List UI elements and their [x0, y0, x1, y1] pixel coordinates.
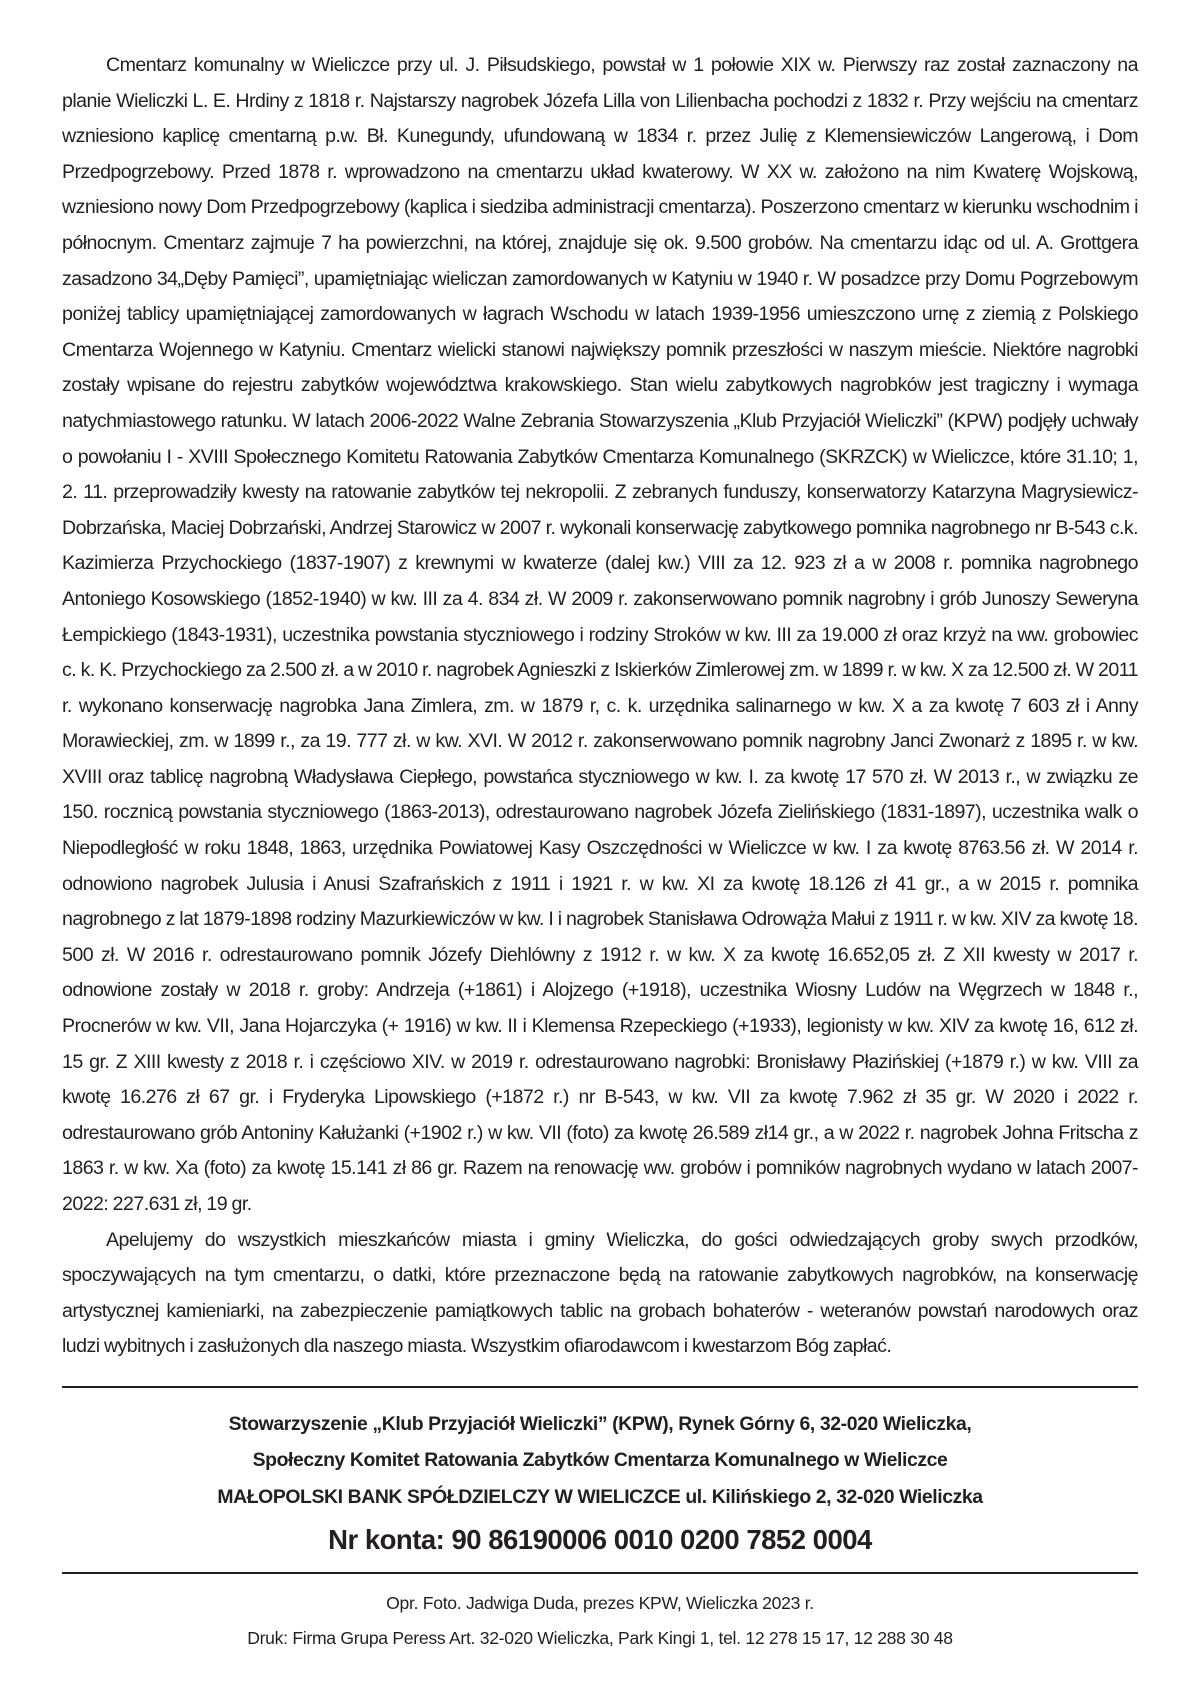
- account-number: Nr konta: 90 86190006 0010 0200 7852 0004: [328, 1524, 872, 1556]
- document-body: [62, 48, 1138, 1365]
- bank-line: MAŁOPOLSKI BANK SPÓŁDZIELCZY W WIELICZCE ul. Kilińskiego 2, 32-020 Wieliczka: [217, 1485, 983, 1508]
- print-credit: Druk: Firma Grupa Peress Art. 32-020 Wieliczka, Park Kingi 1, tel. 12 278 15 17, 12 288 30 48: [247, 1628, 953, 1649]
- credits-block: [62, 1574, 1138, 1656]
- history-paragraph: Cmentarz komunalny w Wieliczce przy ul. J. Piłsudskiego, powstał w 1 połowie XIX w. Pierwszy raz został zaznaczony na planie Wieliczki L. E. Hrdiny z 1818 r. Najstarszy nagrobek Józefa Lilla von Lilienbacha pochodzi z 1832 r. Przy wejściu na cmentarz wzniesiono kaplicę cmentarną p.w. Bł. Kunegundy, ufundowaną w 1834 r. przez Julię z Klemensiewiczów Langerową, i Dom Przedpogrzebowy. Przed 1878 r. wprowadzono na cmentarzu układ kwaterowy. W XX w. założono na nim Kwaterę Wojskową, wzniesiono nowy Dom Przedpogrzebowy (kaplica i siedziba administracji cmentarza). Poszerzono cmentarz w kierunku wschodnim i północnym. Cmentarz zajmuje 7 ha powierzchni, na której, znajduje się ok. 9.500 grobów. Na cmentarzu idąc od ul. A. Grottgera zasadzono 34„Dęby Pamięci”, upamiętniając wieliczan zamordowanych w Katyniu w 1940 r. W posadzce przy Domu Pogrzebowym poniżej tablicy upamiętniającej zamordowanych w łagrach Wschodu w latach 1939-1956 umieszczono urnę z ziemią z Polskiego Cmentarza Wojennego w Katyniu. Cmentarz wielicki stanowi największy pomnik przeszłości w naszym mieście. Niektóre nagrobki zostały wpisane do rejestru zabytków województwa krakowskiego. Stan wielu zabytkowych nagrobków jest tragiczny i wymaga natychmiastowego ratunku. W latach 2006-2022 Walne Zebrania Stowarzyszenia „Klub Przyjaciół Wieliczki” (KPW) podjęły uchwały o powołaniu I - XVIII Społecznego Komitetu Ratowania Zabytków Cmentarza Komunalnego (SKRZCK) w Wieliczce, które 31.10; 1, 2. 11. przeprowadziły kwesty na ratowanie zabytków tej nekropolii. Z zebranych funduszy, konserwatorzy Katarzyna Magrysiewicz-Dobrzańska, Maciej Dobrzański, Andrzej Starowicz w 2007 r. wykonali konserwację zabytkowego pomnika nagrobnego nr B-543 c.k. Kazimierza Przychockiego (1837-1907) z krewnymi w kwaterze (dalej kw.) VIII za 12. 923 zł a w 2008 r. pomnika nagrobnego Antoniego Kosowskiego (1852-1940) w kw. III za 4. 834 zł. W 2009 r. zakonserwowano pomnik nagrobny i grób Junoszy Seweryna Łempickiego (1843-1931), uczestnika powstania styczniowego i rodziny Stroków w kw. III za 19.000 zł oraz krzyż na ww. grobowiec c. k. K. Przychockiego za 2.500 zł. a w 2010 r. nagrobek Agnieszki z Iskierków Zimlerowej zm. w 1899 r. w kw. X za 12.500 zł. W 2011 r. wykonano konserwację nagrobka Jana Zimlera, zm. w 1879 r, c. k. urzędnika salinarnego w kw. X a za kwotę 7 603 zł i Anny Morawieckiej, zm. w 1899 r., za 19. 777 zł. w kw. XVI. W 2012 r. zakonserwowano pomnik nagrobny Janci Zwonarż z 1895 r. w kw. XVIII oraz tablicę nagrobną Władysława Ciepłego, powstańca styczniowego w kw. I. za kwotę 17 570 zł. W 2013 r., w związku ze 150. rocznicą powstania styczniowego (1863-2013), odrestaurowano nagrobek Józefa Zielińskiego (1831-1897), uczestnika walk o Niepodległość w roku 1848, 1863, urzędnika Powiatowej Kasy Oszczędności w Wieliczce w kw. I za kwotę 8763.56 zł. W 2014 r. odnowiono nagrobek Julusia i Anusi Szafrańskich z 1911 i 1921 r. w kw. XI za kwotę 18.126 zł 41 gr., a w 2015 r. pomnika nagrobnego z lat 1879-1898 rodziny Mazurkiewiczów w kw. I i nagrobek Stanisława Odrowąża Małui z 1911 r. w kw. XIV za kwotę 18. 500 zł. W 2016 r. odrestaurowano pomnik Józefy Diehlówny z 1912 r. w kw. X za kwotę 16.652,05 zł. Z XII kwesty w 2017 r. odnowione zostały w 2018 r. groby: Andrzeja (+1861) i Alojzego (+1918), uczestnika Wiosny Ludów na Węgrzech w 1848 r., Procnerów w kw. VII, Jana Hojarczyka (+ 1916) w kw. II i Klemensa Rzepeckiego (+1933), legionisty w kw. XIV za kwotę 16, 612 zł. 15 gr. Z XIII kwesty z 2018 r. i częściowo XIV. w 2019 r. odrestaurowano nagrobki: Bronisławy Płazińskiej (+1879 r.) w kw. VIII za kwotę 16.276 zł 67 gr. i Fryderyka Lipowskiego (+1872 r.) nr B-543, w kw. VII za kwotę 7.962 zł 35 gr. W 2020 i 2022 r. odrestaurowano grób Antoniny Kałużanki (+1902 r.) w kw. VII (foto) za kwotę 26.589 zł14 gr., a w 2022 r. nagrobek Johna Fritscha z 1863 r. w kw. Xa (foto) za kwotę 15.141 zł 86 gr. Razem na renowację ww. grobów i pomników nagrobnych wydano w latach 2007-2022: 227.631 zł, 19 gr.: [62, 54, 1138, 1215]
- contact-block: [62, 1388, 1138, 1565]
- appeal-paragraph: Apelujemy do wszystkich mieszkańców miasta i gminy Wieliczka, do gości odwiedzających groby swych przodków, spoczywających na tym cmentarzu, o datki, które przeznaczone będą na ratowanie zabytkowych nagrobków, na konserwację artystycznej kamieniarki, na zabezpieczenie pamiątkowych tablic na grobach bohaterów - weteranów powstań narodowych oraz ludzi wybitnych i zasłużonych dla naszego miasta. Wszystkim ofiarodawcom i kwestarzom Bóg zapłać.: [62, 1228, 1138, 1358]
- committee-line: Społeczny Komitet Ratowania Zabytków Cmentarza Komunalnego w Wieliczce: [252, 1449, 948, 1472]
- photo-credit: Opr. Foto. Jadwiga Duda, prezes KPW, Wieliczka 2023 r.: [386, 1593, 814, 1614]
- organization-line: Stowarzyszenie „Klub Przyjaciół Wieliczki” (KPW), Rynek Górny 6, 32-020 Wieliczka,: [228, 1412, 972, 1435]
